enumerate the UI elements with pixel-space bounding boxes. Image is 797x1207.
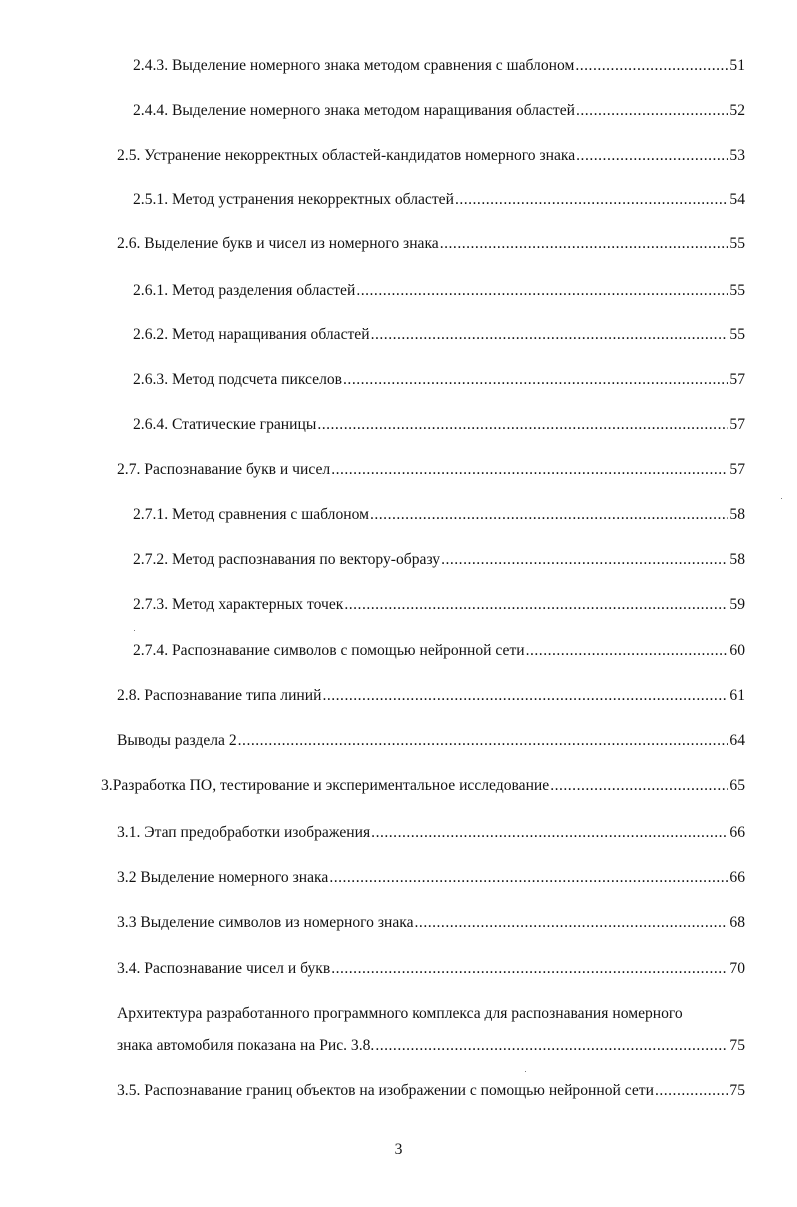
toc-entry-2-4-3[interactable] [133, 56, 745, 76]
toc-entry-title: 3.3 Выделение символов из номерного знака [117, 914, 414, 931]
toc-entry-2-6-2[interactable] [133, 325, 745, 345]
dot-leader [343, 370, 728, 390]
toc-entry-title: 2.8. Распознавание типа линий [117, 687, 322, 704]
toc-entry-page: 51 [729, 57, 745, 74]
architecture-line-1: Архитектура разработанного программного комплекса для распознавания номерного [117, 1005, 683, 1022]
toc-entry-title: 3.1. Этап предобработки изображения [117, 824, 371, 841]
toc-entry-2-7-4[interactable] [133, 641, 745, 661]
dot-leader [371, 823, 728, 843]
toc-entry-2-5-1[interactable] [133, 190, 745, 210]
toc-entry-page: 57 [729, 461, 745, 478]
dot-leader [526, 641, 728, 661]
toc-entry-title: знака автомобиля показана на Рис. 3.8. [117, 1037, 375, 1054]
toc-entry-page: 75 [729, 1082, 745, 1099]
dot-leader [344, 595, 728, 615]
toc-entry-title: 2.6.1. Метод разделения областей [133, 282, 356, 299]
dot-leader [575, 56, 728, 76]
dot-leader [375, 1036, 728, 1056]
toc-entry-page: 55 [729, 235, 745, 252]
toc-entry-title: 2.4.4. Выделение номерного знака методом наращивания областей [133, 102, 575, 119]
toc-entry-page: 75 [729, 1037, 745, 1054]
dot-leader [576, 101, 728, 121]
toc-entry-title: 2.7.3. Метод характерных точек [133, 596, 344, 613]
toc-entry-conclusions-2[interactable] [117, 731, 745, 751]
toc-entry-2-7-3[interactable] [133, 595, 745, 615]
toc-entry-page: 55 [729, 282, 745, 299]
toc-entry-page: 60 [729, 642, 745, 659]
toc-entry-title: 2.6.2. Метод наращивания областей [133, 326, 370, 343]
dot-leader [441, 550, 728, 570]
toc-entry-2-6-3[interactable] [133, 370, 745, 390]
dot-leader [238, 731, 728, 751]
toc-entry-2-6-4[interactable] [133, 415, 745, 435]
toc-entry-title: 2.7.1. Метод сравнения с шаблоном [133, 506, 369, 523]
dot-leader [370, 505, 728, 525]
toc-entry-3-5[interactable] [117, 1081, 745, 1101]
toc-entry-page: 66 [729, 869, 745, 886]
toc-entry-title: 3.5. Распознавание границ объектов на изображении с помощью нейронной сети [117, 1082, 654, 1099]
toc-entry-2-8[interactable] [117, 686, 745, 706]
toc-entry-page: 57 [729, 371, 745, 388]
toc-entry-page: 70 [729, 960, 745, 977]
dot-leader [329, 868, 728, 888]
toc-entry-title: 3.2 Выделение номерного знака [117, 869, 329, 886]
toc-entry-page: 64 [729, 732, 745, 749]
toc-entry-title: 2.6.4. Статические границы [133, 416, 317, 433]
toc-entry-page: 66 [729, 824, 745, 841]
dot-leader [322, 686, 728, 706]
toc-entry-3-2[interactable] [117, 868, 745, 888]
toc-entry-page: 58 [729, 506, 745, 523]
toc-entry-3[interactable] [101, 776, 745, 796]
toc-entry-page: 65 [729, 777, 745, 794]
toc-entry-title: 2.6. Выделение букв и чисел из номерного знака [117, 235, 439, 252]
dot-leader [331, 959, 728, 979]
scan-speck [781, 498, 782, 499]
dot-leader [576, 146, 728, 166]
toc-entry-page: 53 [729, 147, 745, 164]
toc-entry-title: 3.Разработка ПО, тестирование и экспериментальное исследование [101, 777, 550, 794]
scan-speck [134, 630, 135, 631]
toc-entry-title: 2.7.2. Метод распознавания по вектору-образу [133, 551, 441, 568]
toc-entry-3-3[interactable] [117, 913, 745, 933]
toc-entry-3-1[interactable] [117, 823, 745, 843]
toc-entry-2-6-1[interactable] [133, 281, 745, 301]
dot-leader [317, 415, 728, 435]
dot-leader [550, 776, 728, 796]
toc-entry-title: 2.7. Распознавание букв и чисел [117, 461, 331, 478]
toc-entry-page: 68 [729, 914, 745, 931]
toc-entry-2-6[interactable] [117, 234, 745, 254]
toc-entry-page: 58 [729, 551, 745, 568]
toc-entry-page: 54 [729, 191, 745, 208]
dot-leader [440, 234, 728, 254]
toc-entry-2-7[interactable] [117, 460, 745, 480]
dot-leader [356, 281, 728, 301]
dot-leader [331, 460, 728, 480]
toc-entry-title: 2.5. Устранение некорректных областей-кандидатов номерного знака [117, 147, 576, 164]
toc-entry-architecture[interactable] [117, 1036, 745, 1056]
scan-speck [525, 1071, 526, 1072]
toc-entry-page: 61 [729, 687, 745, 704]
toc-entry-title: 3.4. Распознавание чисел и букв [117, 960, 331, 977]
toc-entry-2-4-4[interactable] [133, 101, 745, 121]
toc-entry-title: Выводы раздела 2 [117, 732, 237, 749]
dot-leader [455, 190, 728, 210]
toc-entry-title: 2.5.1. Метод устранения некорректных областей [133, 191, 454, 208]
toc-entry-title: 2.7.4. Распознавание символов с помощью нейронной сети [133, 642, 525, 659]
toc-entry-3-4[interactable] [117, 959, 745, 979]
toc-entry-title: 2.6.3. Метод подсчета пикселов [133, 371, 343, 388]
toc-entry-page: 55 [729, 326, 745, 343]
dot-leader [415, 913, 728, 933]
dot-leader [371, 325, 728, 345]
toc-entry-title: 2.4.3. Выделение номерного знака методом сравнения с шаблоном [133, 57, 575, 74]
dot-leader [655, 1081, 728, 1101]
toc-entry-page: 57 [729, 416, 745, 433]
toc-entry-2-7-2[interactable] [133, 550, 745, 570]
toc-entry-page: 59 [729, 596, 745, 613]
toc-entry-2-7-1[interactable] [133, 505, 745, 525]
toc-entry-2-5[interactable] [117, 146, 745, 166]
page-number: 3 [394, 1141, 403, 1158]
toc-entry-page: 52 [729, 102, 745, 119]
